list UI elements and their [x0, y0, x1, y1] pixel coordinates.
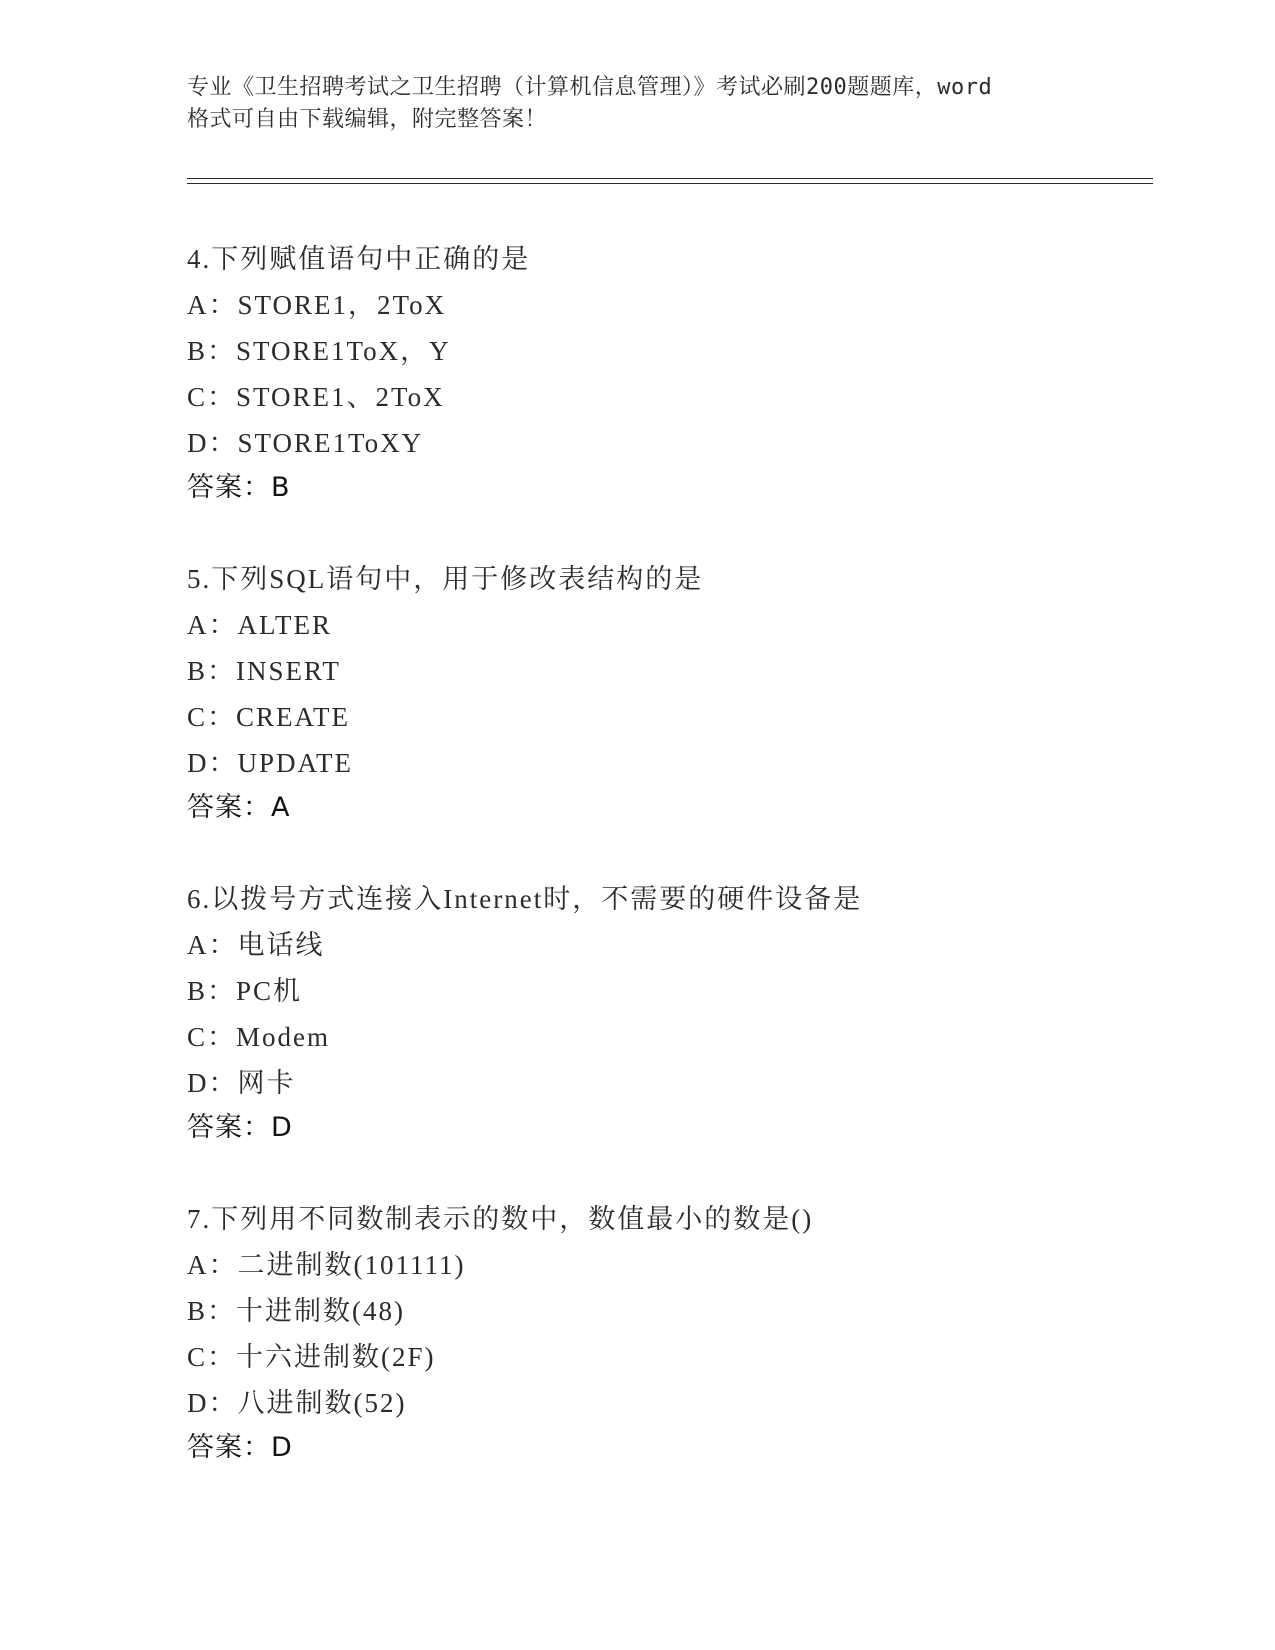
header-divider-top [187, 178, 1153, 179]
answer-label: 答案：D [187, 1432, 293, 1463]
question-7 [187, 1196, 1147, 1516]
option-d: D：STORE1ToXY [187, 428, 424, 458]
option-a: A：STORE1，2ToX [187, 290, 447, 320]
option-d: D：八进制数(52) [187, 1388, 407, 1418]
question-stem: 5.下列SQL语句中，用于修改表结构的是 [187, 564, 704, 594]
question-6 [187, 876, 1147, 1196]
answer-label: 答案：B [187, 472, 291, 503]
option-c: C：CREATE [187, 702, 351, 732]
option-a: A：电话线 [187, 930, 325, 960]
option-a: A：ALTER [187, 610, 333, 640]
document-header [187, 72, 1087, 136]
header-line-1: 专业《卫生招聘考试之卫生招聘（计算机信息管理）》考试必刷200题题库，word [187, 75, 993, 100]
question-stem: 4.下列赋值语句中正确的是 [187, 244, 531, 274]
option-b: B：INSERT [187, 656, 341, 686]
option-b: B：PC机 [187, 976, 303, 1006]
option-d: D：UPDATE [187, 748, 354, 778]
option-b: B：STORE1ToX，Y [187, 336, 451, 366]
question-list [187, 236, 1147, 1516]
header-divider-bottom [187, 183, 1153, 184]
header-line-2: 格式可自由下载编辑，附完整答案！ [187, 107, 548, 132]
question-5 [187, 556, 1147, 876]
answer-label: 答案：D [187, 1112, 293, 1143]
option-c: C：STORE1、2ToX [187, 382, 445, 412]
question-4 [187, 236, 1147, 556]
question-stem: 6.以拨号方式连接入Internet时，不需要的硬件设备是 [187, 884, 863, 914]
option-b: B：十进制数(48) [187, 1296, 405, 1326]
option-d: D：网卡 [187, 1068, 296, 1098]
option-a: A：二进制数(101111) [187, 1250, 466, 1280]
answer-label: 答案：A [187, 792, 291, 823]
question-stem: 7.下列用不同数制表示的数中，数值最小的数是() [187, 1204, 814, 1234]
option-c: C：十六进制数(2F) [187, 1342, 436, 1372]
option-c: C：Modem [187, 1022, 331, 1052]
